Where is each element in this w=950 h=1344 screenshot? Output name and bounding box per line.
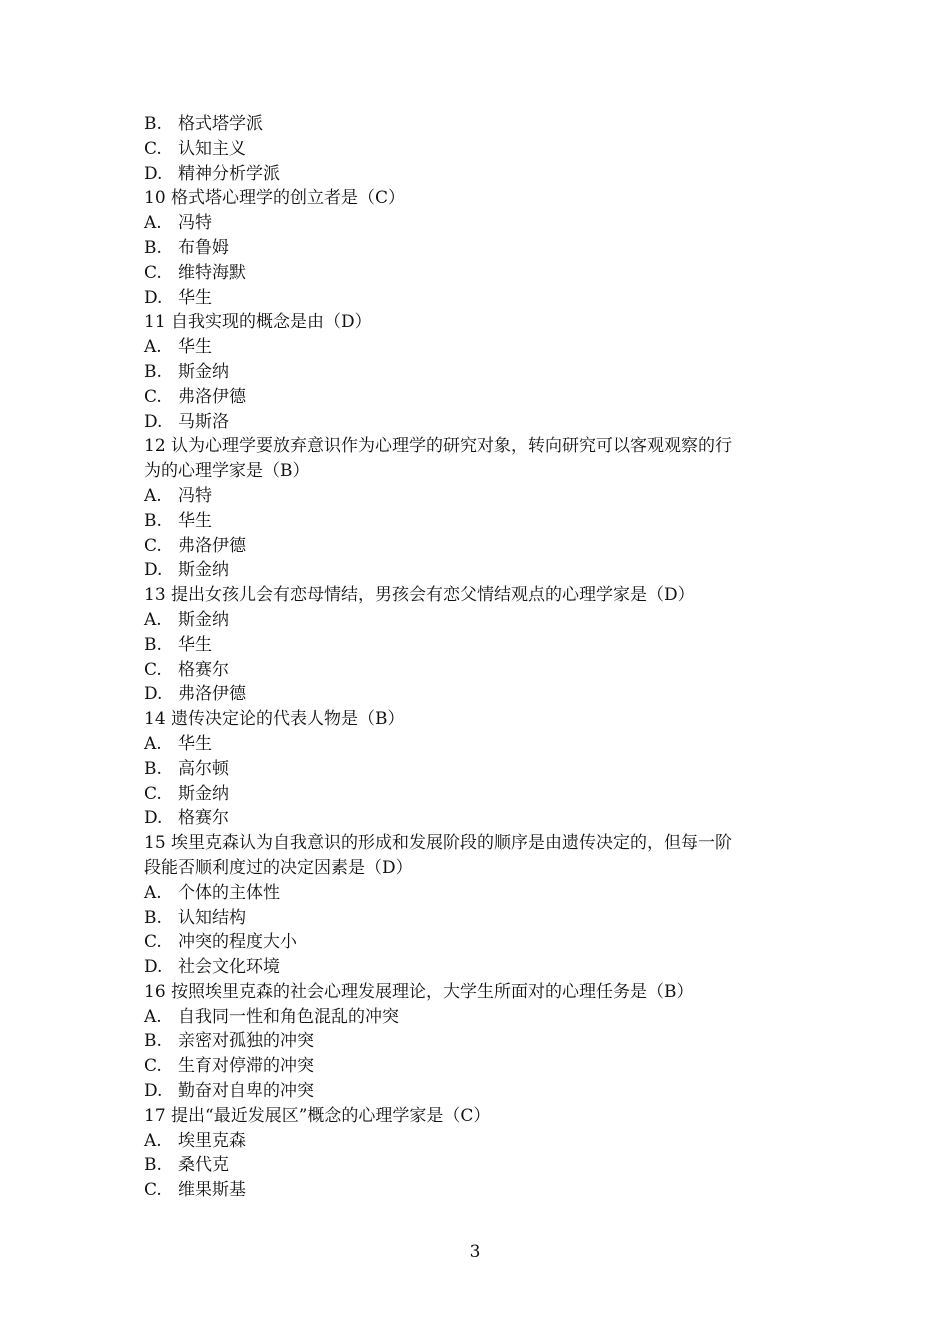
option-letter: C.	[144, 783, 162, 804]
question-line	[144, 434, 824, 459]
answer-option	[144, 112, 824, 137]
option-text: 认知结构	[178, 907, 246, 928]
option-text: 华生	[178, 634, 212, 655]
option-text: 埃里克森	[178, 1130, 246, 1151]
answer-option	[144, 509, 824, 534]
answer-option	[144, 1178, 824, 1203]
option-text: 弗洛伊德	[178, 535, 246, 556]
question-text: 段能否顺利度过的决定因素是（D）	[144, 857, 413, 878]
question-line	[144, 1104, 824, 1129]
option-text: 亲密对孤独的冲突	[178, 1031, 314, 1052]
option-letter: A.	[144, 733, 162, 754]
option-text: 勤奋对自卑的冲突	[178, 1081, 314, 1102]
option-letter: B.	[144, 361, 162, 382]
option-text: 社会文化环境	[178, 957, 280, 978]
option-letter: C.	[144, 932, 162, 953]
answer-option	[144, 1153, 824, 1178]
answer-option	[144, 930, 824, 955]
option-text: 冲突的程度大小	[178, 932, 297, 953]
option-letter: B.	[144, 114, 162, 134]
option-letter: D.	[144, 1081, 163, 1102]
option-text: 布鲁姆	[178, 237, 229, 258]
option-letter: A.	[144, 882, 162, 903]
answer-option	[144, 211, 824, 236]
option-letter: D.	[144, 287, 163, 308]
answer-option	[144, 757, 824, 782]
option-letter: B.	[144, 1031, 162, 1052]
option-letter: A.	[144, 485, 162, 506]
answer-option	[144, 881, 824, 906]
option-letter: C.	[144, 138, 162, 159]
answer-option	[144, 1129, 824, 1154]
option-letter: A.	[144, 213, 162, 234]
option-text: 华生	[178, 287, 212, 308]
answer-option	[144, 906, 824, 931]
answer-option	[144, 732, 824, 757]
answer-option	[144, 1054, 824, 1079]
option-text: 维特海默	[178, 262, 246, 283]
question-line	[144, 459, 824, 484]
answer-option	[144, 261, 824, 286]
answer-option	[144, 162, 824, 187]
answer-option	[144, 955, 824, 980]
option-text: 斯金纳	[178, 361, 229, 382]
page-number: 3	[469, 1242, 481, 1262]
option-letter: C.	[144, 262, 162, 283]
option-text: 斯金纳	[178, 783, 229, 804]
option-text: 格赛尔	[178, 808, 229, 829]
answer-option	[144, 484, 824, 509]
option-letter: B.	[144, 758, 162, 779]
option-letter: C.	[144, 1180, 162, 1201]
answer-option	[144, 534, 824, 559]
answer-option	[144, 236, 824, 261]
option-letter: A.	[144, 1130, 162, 1151]
question-line	[144, 310, 824, 335]
answer-option	[144, 360, 824, 385]
option-letter: D.	[144, 684, 163, 705]
option-letter: B.	[144, 510, 162, 531]
option-text: 格式塔学派	[178, 114, 263, 134]
option-text: 弗洛伊德	[178, 386, 246, 407]
option-letter: A.	[144, 337, 162, 358]
option-text: 华生	[178, 510, 212, 531]
option-letter: C.	[144, 659, 162, 680]
question-line	[144, 583, 824, 608]
option-text: 马斯洛	[178, 411, 229, 432]
answer-option	[144, 385, 824, 410]
option-text: 维果斯基	[178, 1180, 246, 1201]
answer-option	[144, 682, 824, 707]
question-text: 10 格式塔心理学的创立者是（C）	[144, 188, 406, 209]
option-text: 高尔顿	[178, 758, 229, 779]
option-letter: B.	[144, 907, 162, 928]
option-text: 斯金纳	[178, 609, 229, 630]
question-text: 为的心理学家是（B）	[144, 461, 310, 482]
option-text: 精神分析学派	[178, 163, 280, 184]
option-text: 认知主义	[178, 138, 246, 159]
option-letter: D.	[144, 957, 163, 978]
answer-option	[144, 608, 824, 633]
option-letter: C.	[144, 1056, 162, 1077]
answer-option	[144, 558, 824, 583]
option-letter: B.	[144, 237, 162, 258]
question-line	[144, 831, 824, 856]
option-text: 斯金纳	[178, 560, 229, 581]
answer-option	[144, 806, 824, 831]
answer-option	[144, 658, 824, 683]
option-text: 个体的主体性	[178, 882, 280, 903]
option-text: 冯特	[178, 485, 212, 506]
option-letter: B.	[144, 1155, 162, 1176]
option-letter: C.	[144, 535, 162, 556]
option-text: 自我同一性和角色混乱的冲突	[178, 1006, 399, 1027]
answer-option	[144, 137, 824, 162]
question-text: 17 提出“最近发展区”概念的心理学家是（C）	[144, 1105, 491, 1126]
question-line	[144, 980, 824, 1005]
answer-option	[144, 335, 824, 360]
answer-option	[144, 1079, 824, 1104]
option-letter: A.	[144, 609, 162, 630]
option-letter: B.	[144, 634, 162, 655]
option-letter: C.	[144, 386, 162, 407]
answer-option	[144, 633, 824, 658]
option-text: 弗洛伊德	[178, 684, 246, 705]
option-text: 格赛尔	[178, 659, 229, 680]
answer-option	[144, 1005, 824, 1030]
option-letter: D.	[144, 560, 163, 581]
option-letter: D.	[144, 411, 163, 432]
question-text: 14 遗传决定论的代表人物是（B）	[144, 709, 405, 730]
option-text: 桑代克	[178, 1155, 229, 1176]
question-text: 16 按照埃里克森的社会心理发展理论，大学生所面对的心理任务是（B）	[144, 981, 694, 1002]
option-text: 华生	[178, 337, 212, 358]
question-text: 12 认为心理学要放弃意识作为心理学的研究对象，转向研究可以客观观察的行	[144, 436, 733, 457]
option-text: 华生	[178, 733, 212, 754]
option-letter: D.	[144, 808, 163, 829]
option-text: 冯特	[178, 213, 212, 234]
question-text: 15 埃里克森认为自我意识的形成和发展阶段的顺序是由遗传决定的，但每一阶	[144, 833, 733, 854]
answer-option	[144, 1029, 824, 1054]
option-text: 生育对停滞的冲突	[178, 1056, 314, 1077]
question-line	[144, 856, 824, 881]
document-body	[144, 112, 824, 1203]
question-text: 11 自我实现的概念是由（D）	[144, 312, 372, 333]
question-line	[144, 186, 824, 211]
option-letter: D.	[144, 163, 163, 184]
answer-option	[144, 410, 824, 435]
question-line	[144, 707, 824, 732]
option-letter: A.	[144, 1006, 162, 1027]
question-text: 13 提出女孩儿会有恋母情结，男孩会有恋父情结观点的心理学家是（D）	[144, 585, 695, 606]
answer-option	[144, 782, 824, 807]
answer-option	[144, 286, 824, 311]
